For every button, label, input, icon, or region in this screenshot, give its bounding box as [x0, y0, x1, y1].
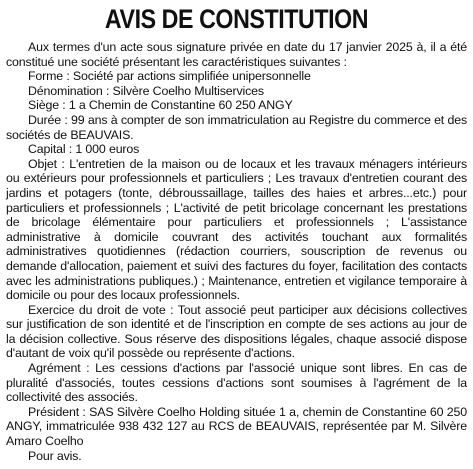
- paragraph-headquarters: Siège : 1 a Chemin de Constantine 60 250 ANGY: [28, 98, 293, 113]
- paragraph-capital: Capital : 1 000 euros: [28, 142, 140, 157]
- notice-title: AVIS DE CONSTITUTION: [104, 4, 369, 34]
- paragraph-intro: Aux termes d'un acte sous signature privée en date du 17 janvier 2025 à, il a été constitué une société présentant les caractéristiques suivantes :: [6, 40, 467, 69]
- paragraph-denomination: Dénomination : Silvère Coelho Multiservices: [28, 83, 264, 98]
- paragraph-approval: Agrément : Les cessions d'actions par l'associé unique sont libres. En cas de pluralité d'associés, toutes cessions d'actions sont soumises à l'agrément de la collectivité des associés.: [6, 361, 467, 405]
- paragraph-form: Forme : Société par actions simplifiée unipersonnelle: [28, 69, 311, 84]
- paragraph-purpose: Objet : L'entretien de la maison ou de locaux et les travaux ménagers intérieurs ou extérieurs pour professionnels et particuliers ; Les travaux d'entretien courant des jardins et potagers (tonte, débroussaillage, tailles des haies et arbres...etc.) pour particuliers et professionnels ; L'activité de petit bricolage concernant les prestations de bricolage élémentaire pour particuliers et professionnels ; L'assistance administrative à domicile couvrant des activités touchant aux formalités administratives quotidiennes (rédaction courriers, souscription de revenus ou demande d'allocation, paiement et suivi des factures du foyer, facilitation des contacts avec les administrations publiques.) ; Maintenance, entretien et vigilance temporaire à domicile ou pour des locaux professionnels.: [6, 156, 467, 303]
- paragraph-closing: Pour avis.: [28, 448, 82, 463]
- paragraph-voting-rights: Exercice du droit de vote : Tout associé peut participer aux décisions collectives sur justification de son identité et de l'inscription en compte de ses actions au jour de la décision collective. Sous réserve des dispositions légales, chaque associé dispose d'autant de voix qu'il possède ou représente d'actions.: [6, 302, 467, 361]
- paragraph-duration: Durée : 99 ans à compter de son immatriculation au Registre du commerce et des sociétés de BEAUVAIS.: [6, 112, 467, 142]
- paragraph-president: Président : SAS Silvère Coelho Holding située 1 a, chemin de Constantine 60 250 ANGY, immatriculée 938 432 127 au RCS de BEAUVAIS, représentée par M. Silvère Amaro Coelho: [6, 404, 467, 449]
